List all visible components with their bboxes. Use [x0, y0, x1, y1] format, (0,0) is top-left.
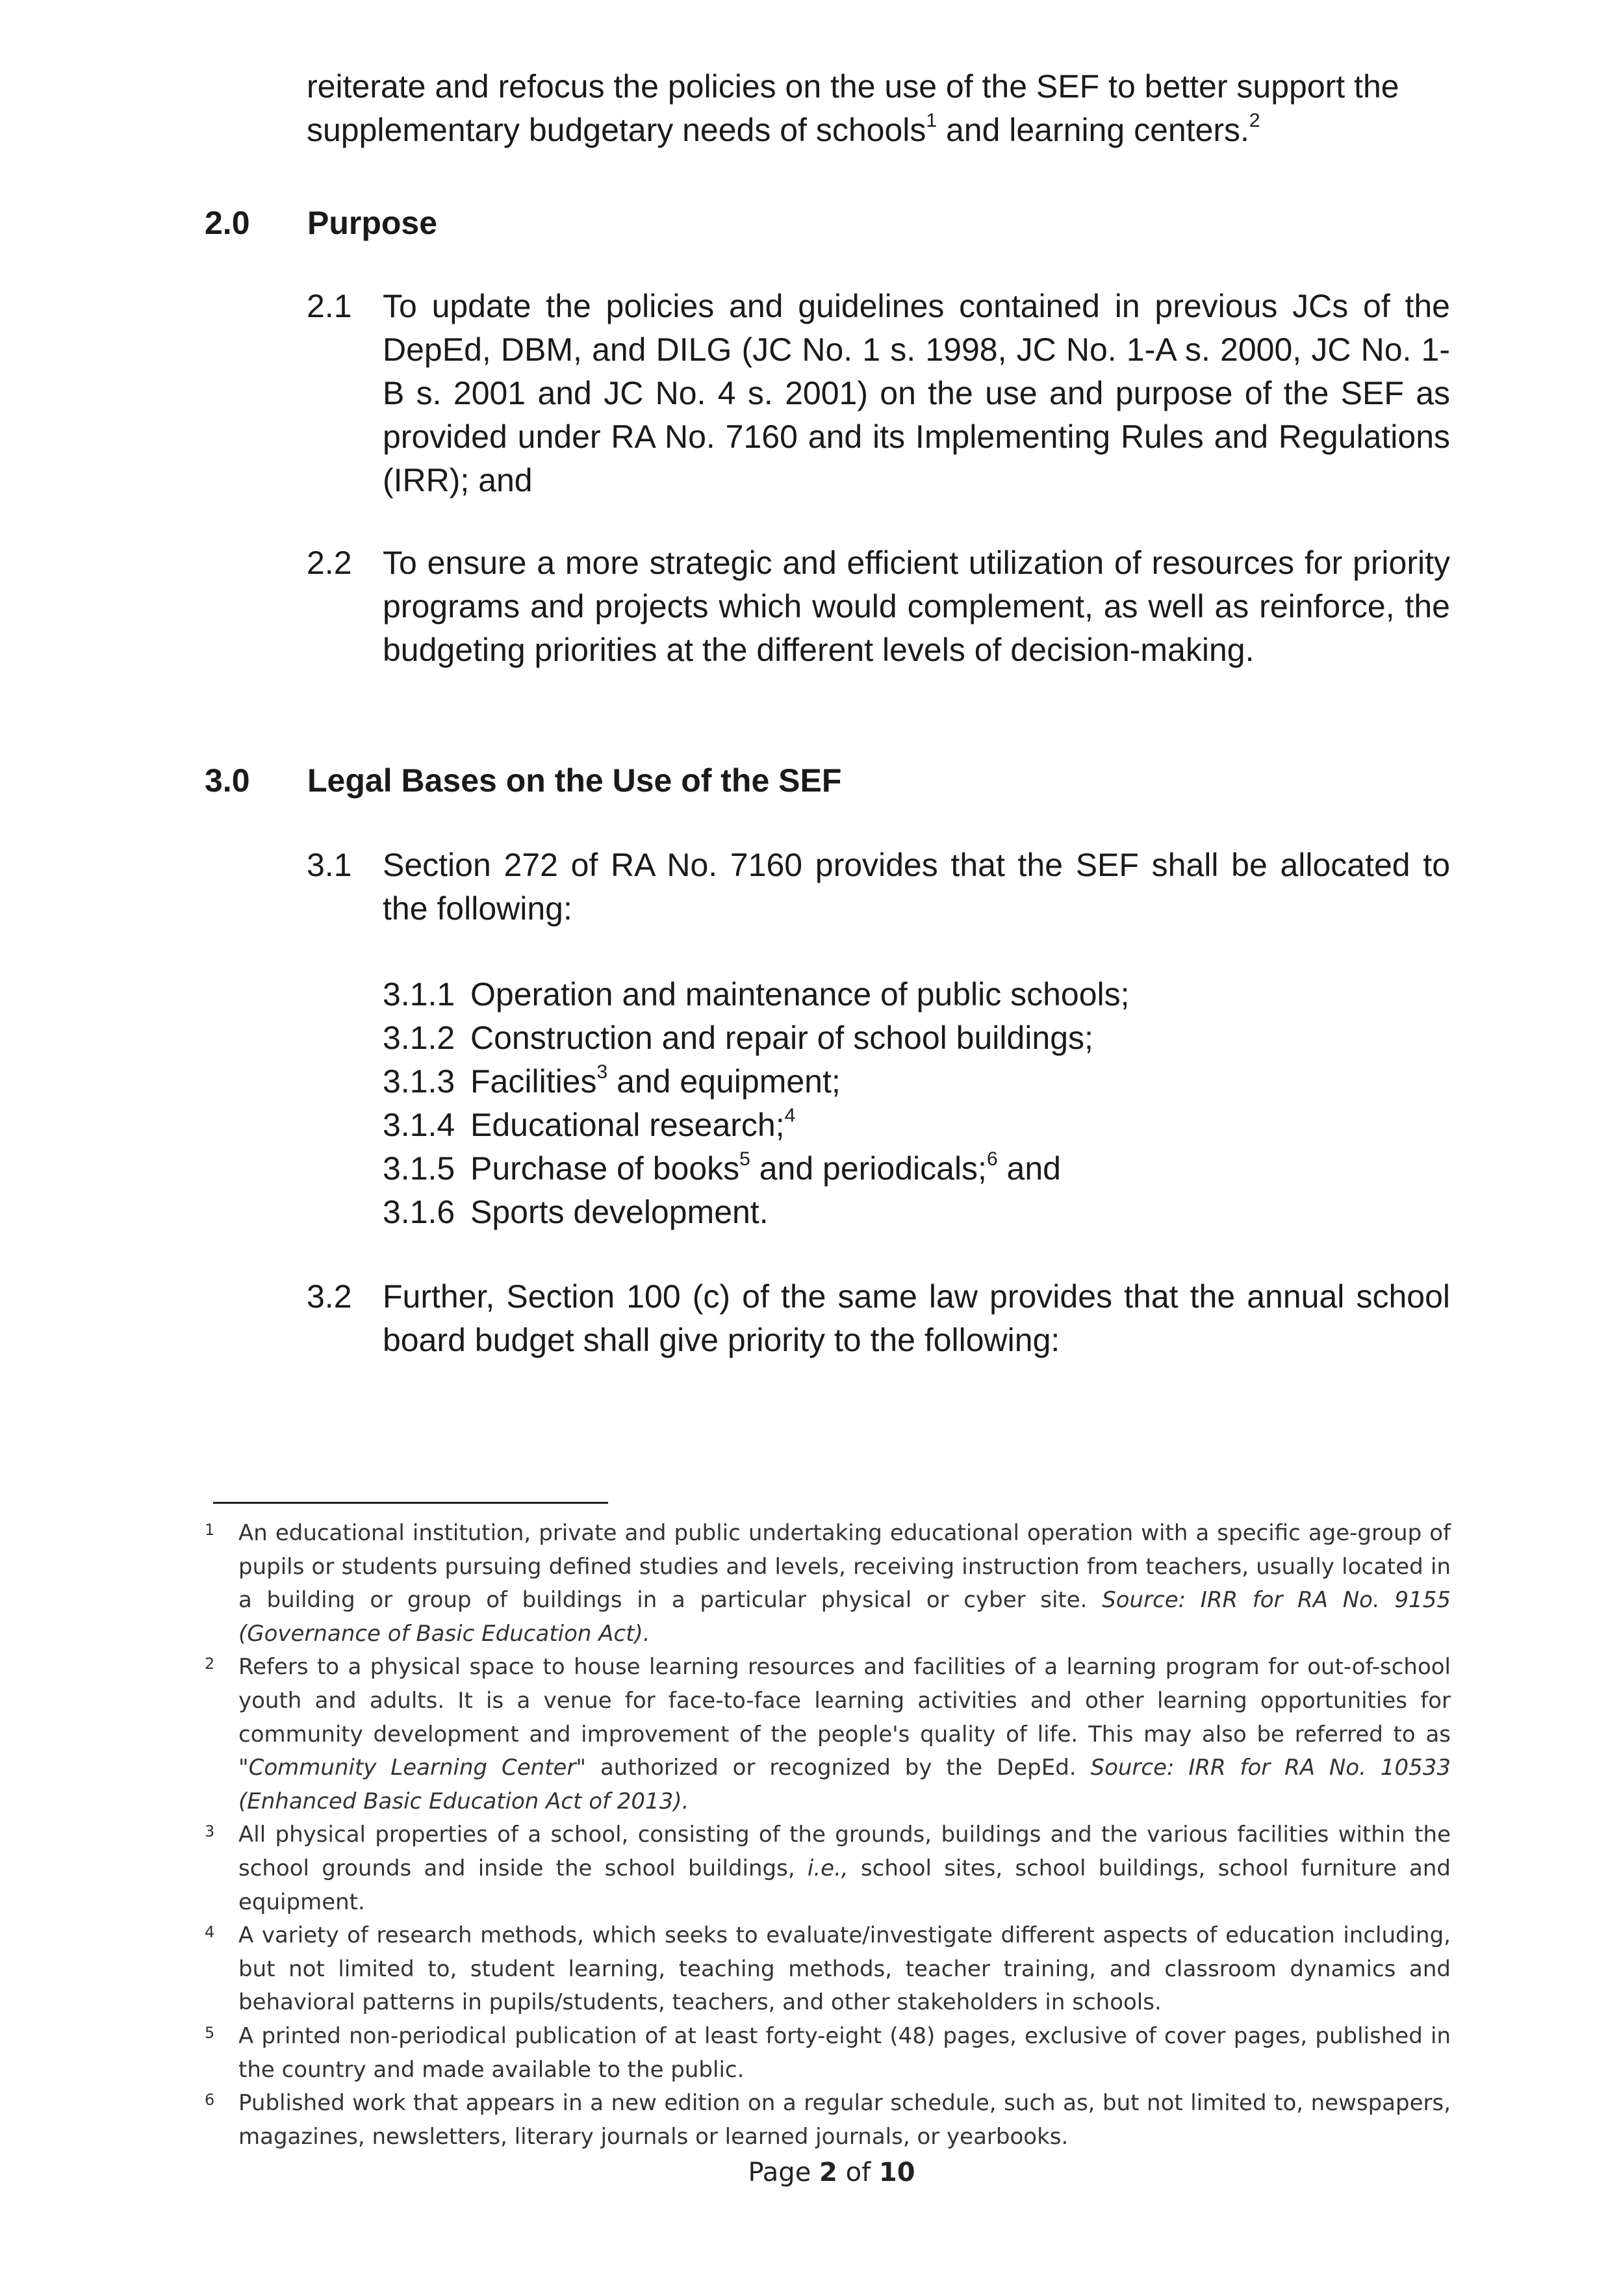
footnote-6	[205, 2087, 1451, 2154]
section-number: 3.0	[205, 762, 250, 799]
list-item-text: Sports development.	[470, 1194, 769, 1230]
footnote-4	[205, 1919, 1451, 2020]
item-text: To update the policies and guidelines contained in previous JCs of the DepEd, DBM, and DILG (JC No. 1 s. 1998, JC No. 1-A s. 2000, JC No. 1-B s. 2001 and JC No. 4 s. 2001) on the use and purpose of the SEF as provided under RA No. 7160 and its Implementing Rules and Regulations (IRR); and	[383, 288, 1450, 498]
footnote-mark: 6	[205, 2091, 215, 2109]
purpose-item-2-1	[307, 285, 1450, 502]
footnote-ref-1[interactable]: 1	[926, 110, 937, 131]
footnote-text: A printed non-periodical publication of at least forty-eight (48) pages, exclusive of cover pages, published in the country and made available to the public.	[238, 2022, 1451, 2083]
list-item-number: 3.1.3	[383, 1063, 455, 1100]
footnote-source: Source: IRR for RA No. 9155 (Governance of Basic Education Act).	[238, 1587, 1451, 1647]
footnote-source: Source: IRR for RA No. 10533 (Enhanced Basic Education Act of 2013).	[238, 1755, 1451, 1814]
item-number: 2.1	[307, 288, 352, 324]
list-item	[383, 1060, 1487, 1103]
footnote-5	[205, 2020, 1451, 2087]
footnote-1	[205, 1517, 1451, 1651]
list-item-text: Construction and repair of school buildings;	[470, 1020, 1093, 1056]
list-item	[383, 1103, 1487, 1147]
intro-text: reiterate and refocus the policies on the use of the SEF to better support the supplementary budgetary needs of schools	[307, 68, 1399, 148]
footnote-text: All physical properties of a school, consisting of the grounds, buildings and the various facilities within the school grounds and inside the school buildings, i.e., school sites, school buildings, school furniture and equipment.	[238, 1822, 1451, 1915]
list-item-number: 3.1.4	[383, 1107, 455, 1143]
footnote-mark: 3	[205, 1822, 215, 1841]
legal-item-3-2	[307, 1275, 1450, 1362]
list-item-text: Purchase of books$^5$ and periodicals;$^6$ and	[470, 1148, 1061, 1187]
footnote-divider	[213, 1502, 608, 1504]
list-item	[383, 1191, 1487, 1234]
item-text: To ensure a more strategic and efficient utilization of resources for priority programs and projects which would complement, as well as reinforce, the budgeting priorities at the different levels of decision-making.	[383, 545, 1450, 668]
list-item-number: 3.1.5	[383, 1150, 455, 1187]
list-item-number: 3.1.6	[383, 1194, 455, 1230]
intro-paragraph	[307, 65, 1450, 152]
footnote-mark: 5	[205, 2023, 215, 2042]
current-page: 2	[819, 2158, 837, 2187]
page-number: Page 2 of 10	[748, 2158, 915, 2187]
item-number: 2.2	[307, 545, 352, 581]
footnote-ref-5[interactable]: 5	[739, 1148, 750, 1170]
item-text: Section 272 of RA No. 7160 provides that the SEF shall be allocated to the following:	[383, 847, 1450, 927]
footnote-text: A variety of research methods, which seeks to evaluate/investigate different aspects of education including, but not limited to, student learning, teaching methods, teacher training, and classroom dynamics and behavioral patterns in pupils/students, teachers, and other stakeholders in schools.	[238, 1922, 1451, 2016]
purpose-item-2-2	[307, 541, 1450, 672]
footnote-2	[205, 1651, 1451, 1818]
list-item	[383, 973, 1487, 1016]
footnote-ref-6[interactable]: 6	[986, 1148, 998, 1170]
footnote-text: An educational institution, private and public undertaking educational operation with a specific age-group of pupils or students pursuing defined studies and levels, receiving instruction from teachers, usually located in a building or group of buildings in a particular physical or cyber site. Source: IRR for RA No. 9155 (Governance of Basic Education Act).	[238, 1520, 1451, 1647]
section-heading-purpose	[205, 201, 1504, 245]
footnote-ref-2[interactable]: 2	[1249, 110, 1260, 131]
list-item-text: Operation and maintenance of public schools;	[470, 976, 1130, 1013]
footnotes	[205, 1517, 1451, 2154]
footnote-mark: 2	[205, 1655, 215, 1673]
footnote-3	[205, 1818, 1451, 1919]
section-title: Purpose	[307, 205, 438, 241]
footnote-mark: 1	[205, 1521, 215, 1539]
footnote-ref-4[interactable]: 4	[784, 1105, 796, 1126]
footnote-text: Refers to a physical space to house learning resources and facilities of a learning program for out-of-school youth and adults. It is a venue for face-to-face learning activities and other learning opportunities for community development and improvement of the people's quality of life. This may also be referred to as "Community Learning Center" authorized or recognized by the DepEd. Source: IRR for RA No. 10533 (Enhanced Basic Education Act of 2013).	[238, 1654, 1451, 1814]
list-item	[383, 1016, 1487, 1060]
intro-text-end: and learning centers.	[937, 112, 1249, 148]
footnote-ref-3[interactable]: 3	[596, 1061, 608, 1083]
section-heading-legal-bases	[205, 759, 1504, 803]
legal-item-3-1	[307, 844, 1450, 931]
list-item-text: Facilities$^3$ and equipment;	[470, 1061, 841, 1100]
list-item	[383, 1147, 1487, 1191]
allocation-list	[383, 973, 1487, 1234]
item-number: 3.1	[307, 847, 352, 883]
list-item-text: Educational research;$^4$	[470, 1105, 796, 1143]
list-item-number: 3.1.2	[383, 1020, 455, 1056]
footnote-text: Published work that appears in a new edition on a regular schedule, such as, but not limited to, newspapers, magazines, newsletters, literary journals or learned journals, or yearbooks.	[238, 2090, 1451, 2150]
section-number: 2.0	[205, 205, 250, 241]
footnote-mark: 4	[205, 1923, 215, 1942]
total-pages: 10	[878, 2158, 915, 2187]
item-text: Further, Section 100 (c) of the same law provides that the annual school board budget shall give priority to the following:	[383, 1278, 1450, 1358]
list-item-number: 3.1.1	[383, 976, 455, 1013]
section-title: Legal Bases on the Use of the SEF	[307, 762, 842, 799]
item-number: 3.2	[307, 1278, 352, 1315]
